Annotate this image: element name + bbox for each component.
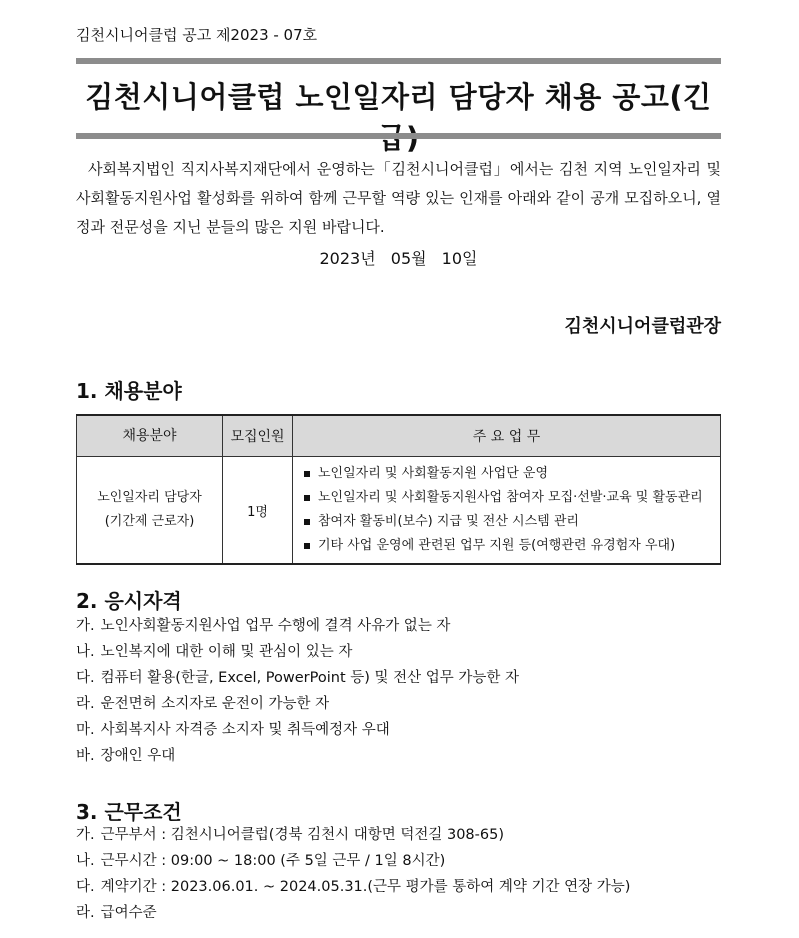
duties-list	[294, 458, 719, 562]
list-text: 근무시간 : 09:00 ~ 18:00 (주 5일 근무 / 1일 8시간)	[100, 853, 446, 869]
list-text: 운전면허 소지자로 운전이 가능한 자	[100, 696, 330, 712]
title-bar-bottom	[76, 133, 721, 139]
list-text: 노인복지에 대한 이해 및 관심이 있는 자	[100, 644, 353, 660]
list-item	[76, 743, 519, 769]
list-text: 노인사회활동지원사업 업무 수행에 결격 사유가 없는 자	[100, 618, 451, 634]
page-title: 김천시니어클럽 노인일자리 담당자 채용 공고(긴	[85, 80, 712, 114]
field-type: (기간제 근로자)	[104, 514, 195, 529]
header-duties: 주 요 업 무	[293, 415, 721, 457]
issuer-name: 김천시니어클럽관장	[564, 316, 721, 337]
list-item	[76, 717, 519, 743]
list-marker: 가.	[76, 618, 95, 634]
header-count: 모집인원	[223, 415, 293, 457]
list-item	[76, 822, 630, 848]
duty-item: 노인일자리 및 사회활동지원사업 참여자 모집·선발·교육 및 활동관리	[304, 486, 719, 510]
list-marker: 마.	[76, 722, 95, 738]
section-title-recruit-field: 1. 채용분야	[76, 379, 182, 403]
list-item	[76, 900, 630, 926]
list-text: 컴퓨터 활용(한글, Excel, PowerPoint 등) 및 전산 업무 가능한 자	[100, 670, 520, 686]
list-marker: 가.	[76, 827, 95, 843]
list-text: 급여수준	[100, 905, 157, 921]
work-conditions-list	[76, 822, 630, 926]
section-title-work-conditions: 3. 근무조건	[76, 800, 182, 824]
title-bar-top	[76, 58, 721, 64]
table-row	[77, 457, 721, 565]
field-name: 노인일자리 담당자	[97, 490, 202, 505]
list-item	[76, 691, 519, 717]
list-text: 사회복지사 자격증 소지자 및 취득예정자 우대	[100, 722, 390, 738]
list-marker: 다.	[76, 670, 95, 686]
header-field: 채용분야	[77, 415, 223, 457]
list-item	[76, 639, 519, 665]
list-marker: 라.	[76, 696, 95, 712]
list-marker: 다.	[76, 879, 95, 895]
list-marker: 바.	[76, 748, 95, 764]
cell-duties	[293, 457, 721, 565]
list-marker: 나.	[76, 644, 95, 660]
cell-count: 1명	[223, 457, 293, 565]
qualifications-list	[76, 613, 519, 769]
list-marker: 라.	[76, 905, 95, 921]
section-title-qualifications: 2. 응시자격	[76, 589, 182, 613]
recruit-table	[76, 414, 721, 565]
duty-item: 노인일자리 및 사회활동지원 사업단 운영	[304, 462, 719, 486]
list-item	[76, 665, 519, 691]
list-item	[76, 613, 519, 639]
cell-field	[77, 457, 223, 565]
notice-number: 김천시니어클럽 공고 제2023 - 07호	[76, 26, 318, 44]
list-text: 계약기간 : 2023.06.01. ~ 2024.05.31.(근무 평가를 통하여 계약 기간 연장 가능)	[100, 879, 631, 895]
intro-paragraph: 사회복지법인 직지사복지재단에서 운영하는「김천시니어클럽」에서는 김천 지역 노인일자리 및 사회활동지원사업 활성화를 위하여 함께 근무할 역량 있는 인재를 아래와 같이 공개 모집하오니, 열정과 전문성을 지닌 분들의 많은 지원 바랍니다.	[76, 160, 721, 236]
list-marker: 나.	[76, 853, 95, 869]
list-text: 장애인 우대	[100, 748, 176, 764]
table-header-row	[77, 415, 721, 457]
notice-date: 2023년 05월 10일	[319, 249, 478, 268]
duty-item: 기타 사업 운영에 관련된 업무 지원 등(여행관련 유경험자 우대)	[304, 534, 719, 558]
duty-item: 참여자 활동비(보수) 지급 및 전산 시스템 관리	[304, 510, 719, 534]
list-item	[76, 874, 630, 900]
list-text: 근무부서 : 김천시니어클럽(경북 김천시 대항면 덕전길 308-65)	[100, 827, 504, 843]
list-item	[76, 848, 630, 874]
